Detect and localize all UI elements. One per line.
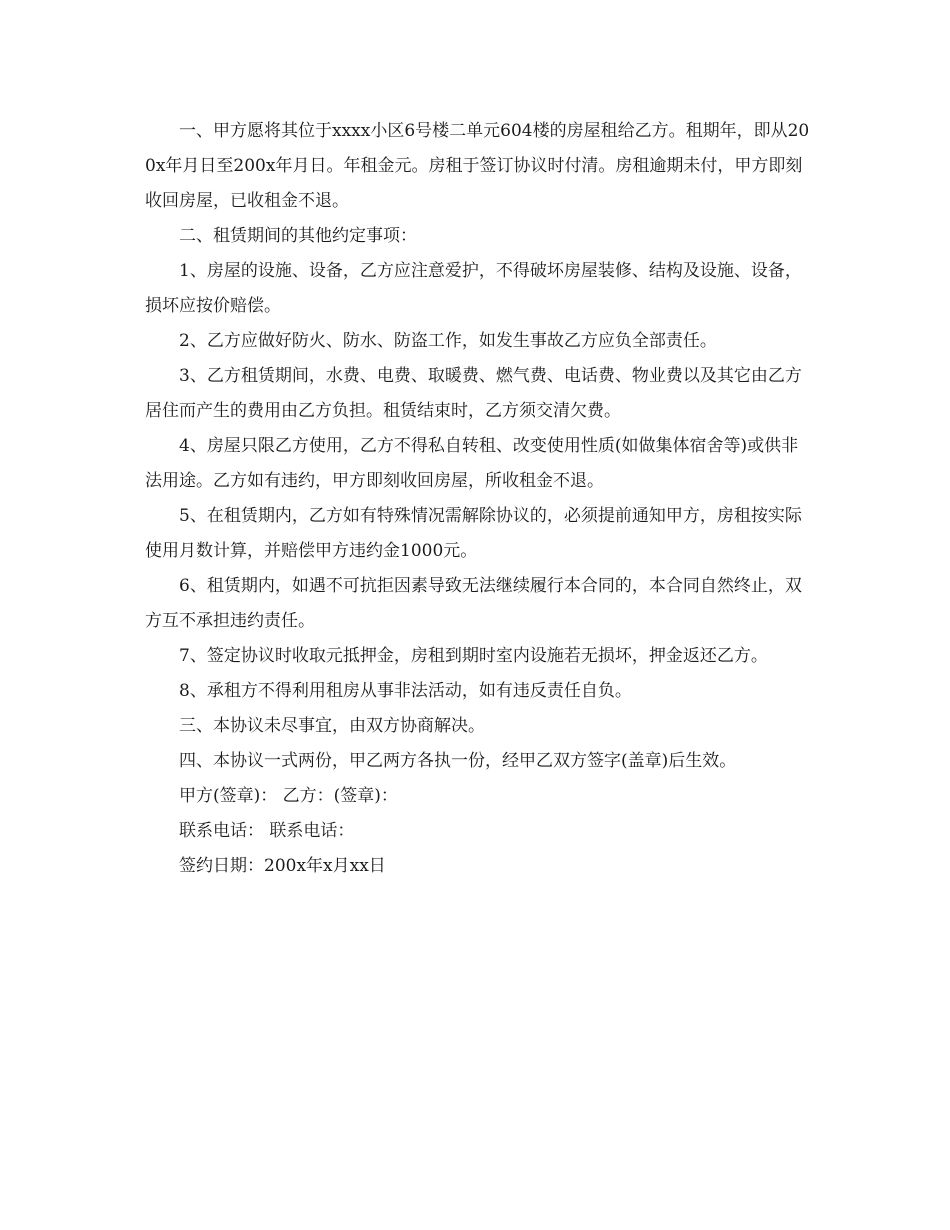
clause-2-1-facilities: 1、房屋的设施、设备，乙方应注意爱护，不得破坏房屋装修、结构及设施、设备，损坏应按价赔偿。 — [145, 261, 802, 316]
clause-2-6-force-majeure: 6、租赁期内，如遇不可抗拒因素导致无法继续履行本合同的，本合同自然终止，双方互不承担违约责任。 — [145, 576, 802, 631]
clause-2-5-termination: 5、在租赁期内，乙方如有特殊情况需解除协议的，必须提前通知甲方，房租按实际使用月数计算，并赔偿甲方违约金1000元。 — [145, 506, 802, 561]
clause-2-7-deposit: 7、签定协议时收取元抵押金，房租到期时室内设施若无损坏，押金返还乙方。 — [179, 646, 768, 666]
signing-date-line: 签约日期：200x年x月xx日 — [179, 856, 386, 876]
signature-line: 甲方(签章)： 乙方：(签章)： — [179, 786, 398, 806]
clause-2-2-safety: 2、乙方应做好防火、防水、防盗工作，如发生事故乙方应负全部责任。 — [179, 331, 717, 351]
section-3-unresolved-matters: 三、本协议未尽事宜，由双方协商解决。 — [179, 716, 485, 736]
clause-1-rental-terms: 一、甲方愿将其位于xxxx小区6号楼二单元604楼的房屋租给乙方。租期年，即从200x年月日至200x年月日。年租金元。房租于签订协议时付清。房租逾期未付，甲方即刻收回房屋，已收租金不退。 — [145, 121, 810, 211]
clause-2-3-fees: 3、乙方租赁期间，水费、电费、取暖费、燃气费、电话费、物业费以及其它由乙方居住而产生的费用由乙方负担。租赁结束时，乙方须交清欠费。 — [145, 366, 802, 421]
section-2-heading: 二、租赁期间的其他约定事项： — [179, 226, 417, 246]
document-body — [145, 114, 810, 884]
clause-2-8-illegal-activity: 8、承租方不得利用租房从事非法活动，如有违反责任自负。 — [179, 681, 632, 701]
phone-line: 联系电话： 联系电话： — [179, 821, 355, 841]
clause-2-4-usage: 4、房屋只限乙方使用，乙方不得私自转租、改变使用性质(如做集体宿舍等)或供非法用途。乙方如有违约，甲方即刻收回房屋，所收租金不退。 — [145, 436, 799, 491]
section-4-copies: 四、本协议一式两份，甲乙两方各执一份，经甲乙双方签字(盖章)后生效。 — [179, 751, 737, 771]
